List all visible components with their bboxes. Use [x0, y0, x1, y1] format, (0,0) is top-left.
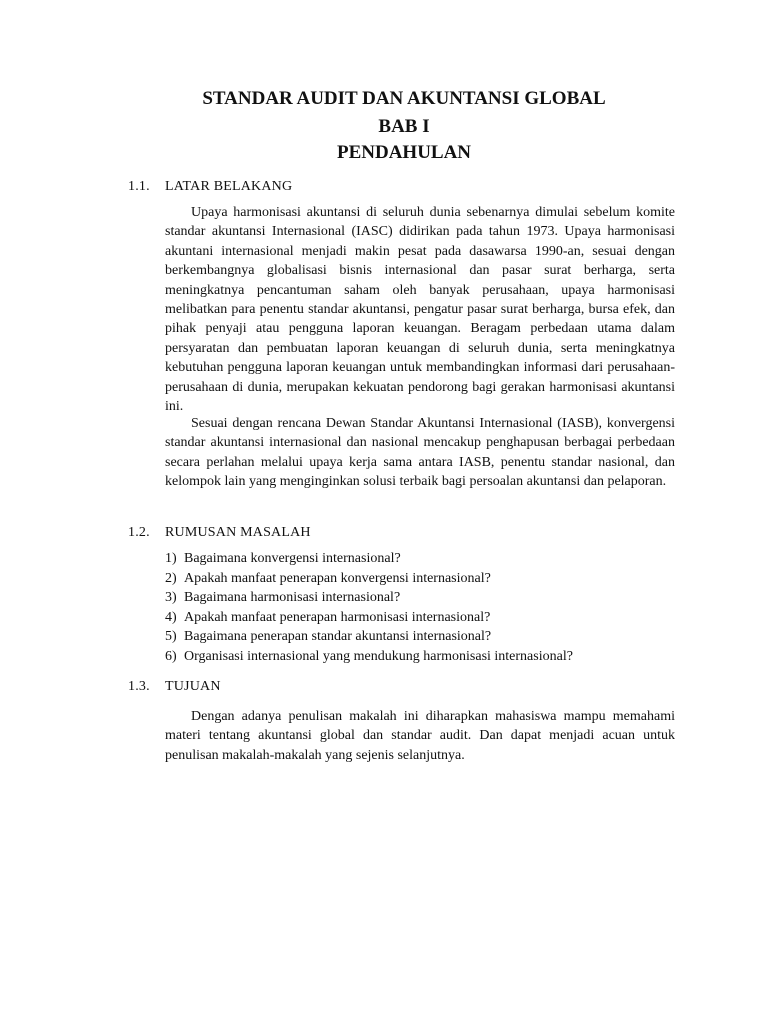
list-item — [165, 647, 573, 667]
list-item-number: 1) — [165, 551, 177, 566]
list-item-number: 3) — [165, 590, 177, 606]
section-heading-text: LATAR BELAKANG — [165, 179, 293, 194]
section-heading-rumusan-masalah — [128, 523, 311, 543]
section-heading-tujuan — [128, 677, 221, 697]
list-item-text: Apakah manfaat penerapan harmonisasi internasional? — [184, 609, 491, 625]
list-item — [165, 549, 573, 569]
latar-belakang-paragraph-1: Upaya harmonisasi akuntansi di seluruh dunia sebenarnya dimulai sebelum komite standar akuntansi Internasional (IASC) didirikan pada tahun 1973. Upaya harmonisasi akuntani internasional menjadi makin pesat pada dasawarsa 1990-an, sesuai dengan berkembangnya globalisasi bisnis internasional dan pasar surat berharga, serta meningkatnya pencantuman saham oleh banyak perusahaan, upaya harmonisasi melibatkan para penentu standar akuntansi, pengatur pasar surat berharga, bursa efek, dan pihak penyaji atau pengguna laporan keuangan. Beragam perbedaan utama dalam persyaratan dan pembuatan laporan keuangan di seluruh dunia, serta meningkatnya kebutuhan pengguna laporan keuangan untuk membandingkan informasi dari perusahaan-perusahaan di dunia, merupakan kekuatan pendorong bagi gerakan harmonisasi akuntansi ini. — [165, 205, 675, 415]
list-item-text: Organisasi internasional yang mendukung harmonisasi internasional? — [184, 648, 573, 664]
section-number: 1.3. — [128, 679, 150, 694]
tujuan-paragraph: Dengan adanya penulisan makalah ini diharapkan mahasiswa mampu memahami materi tentang akuntansi global dan standar audit. Dan dapat menjadi acuan untuk penulisan makalah-makalah yang sejenis selanjutnya. — [165, 709, 675, 763]
list-item-number: 2) — [165, 570, 177, 586]
chapter-title: PENDAHULAN — [336, 142, 472, 163]
section-heading-text: TUJUAN — [165, 679, 221, 694]
rumusan-masalah-list — [165, 549, 573, 667]
latar-belakang-paragraph-2: Sesuai dengan rencana Dewan Standar Akuntansi Internasional (IASB), konvergensi standar akuntansi internasional dan nasional mencakup penghapusan berbagai perbedaan secara perlahan melalui upaya kerja sama antara IASB, penentu standar nasional, dan kelompok lain yang menginginkan solusi terbaik bagi persoalan akuntansi dan pelaporan. — [165, 416, 675, 490]
list-item-text: Bagaimana penerapan standar akuntansi internasional? — [184, 629, 492, 645]
list-item-text: Bagaimana harmonisasi internasional? — [184, 590, 401, 606]
list-item — [165, 608, 573, 628]
chapter-number: BAB I — [378, 116, 430, 137]
section-number: 1.2. — [128, 525, 150, 540]
section-heading-latar-belakang — [128, 177, 292, 197]
list-item-number: 6) — [165, 648, 177, 664]
list-item — [165, 569, 573, 589]
list-item-text: Bagaimana konvergensi internasional? — [184, 551, 401, 566]
list-item-number: 4) — [165, 609, 177, 625]
document-title: STANDAR AUDIT DAN AKUNTANSI GLOBAL — [202, 88, 606, 109]
list-item-number: 5) — [165, 629, 177, 645]
list-item — [165, 588, 573, 608]
list-item — [165, 627, 573, 647]
section-heading-text: RUMUSAN MASALAH — [165, 525, 311, 540]
section-number: 1.1. — [128, 179, 150, 194]
list-item-text: Apakah manfaat penerapan konvergensi internasional? — [184, 570, 491, 586]
